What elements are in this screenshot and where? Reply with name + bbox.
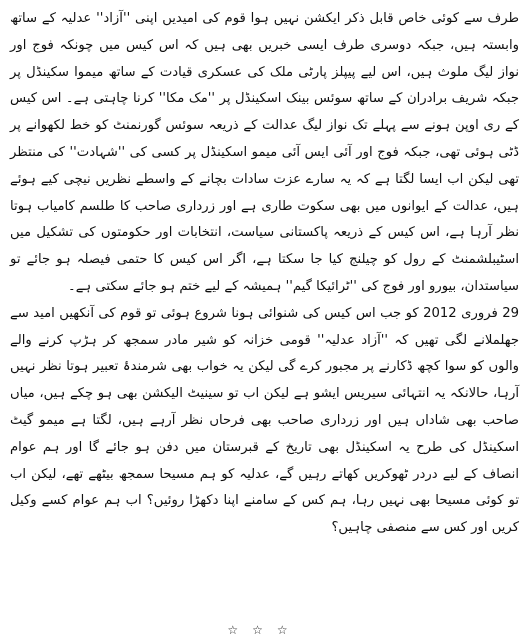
article-body bbox=[10, 6, 519, 542]
article-paragraph: طرف سے کوئی خاص قابل ذکر ایکشن نہیں ہوا قوم کی امیدیں اپنی ''آزاد'' عدلیہ کے ساتھ وابستہ ہیں، جبکہ دوسری طرف ایسی خبریں بھی ہیں کہ اس کیس میں چونکہ فوج اور نواز لیگ ملوث ہیں، اس لیے پیپلز پارٹی ملک کی عسکری قیادت کے ساتھ میموا سکینڈل پر جبکہ شریف برادران کے ساتھ سوئس بینک اسکینڈل پر ''مک مکا'' کرنا چاہتی ہے۔ اس کیس کے ری اوپن ہونے سے پہلے تک نواز لیگ عدالت کے ذریعہ سوئس گورنمنٹ کو خط لکھوانے پر ڈٹی ہوئی تھی، جبکہ فوج اور آئی ایس آئی میمو اسکینڈل پر کسی کی ''شہادت'' کی منتظر تھی لیکن اب ایسا لگتا ہے کہ یہ سارے عزت سادات بچانے کے واسطے نظریں نیچی کیے ہوئے ہیں، عدالت کے ایوانوں میں بھی سکوت طاری ہے اور زرداری صاحب کا طلسم کامیاب ہوتا نظر آرہا ہے، اس کیس کے ذریعہ پاکستانی سیاست، انتخابات اور حکومتوں کی تشکیل میں اسٹیبلشمنٹ کے رول کو چیلنج کیا جا سکتا ہے، اگر اس کیس کا حتمی فیصلہ ہو جائے تو سیاستدان، بیورو اور فوج کی ''ٹرائیکا گیم'' ہمیشہ کے لیے ختم ہو جائے سکتی ہے۔ bbox=[10, 11, 519, 294]
article-paragraph: 29 فروری 2012 کو جب اس کیس کی شنوائی ہونا شروع ہوئی تو قوم کی آنکھیں امید سے جھلملانے لگی تھیں کہ ''آزاد عدلیہ'' قومی خزانہ کو شیر مادر سمجھ کر ہڑپ کرنے والے والوں کو سوا کچھ ڈکارنے پر مجبور کرے گی لیکن یہ خواب بھی شرمندۂ تعبیر ہوتا نظر نہیں آرہا، حالانکہ یہ انتہائی سیریس ایشو ہے لیکن اب تو سینیٹ الیکشن بھی ہو چکے ہیں، میاں صاحب بھی شاداں ہیں اور زرداری صاحب بھی فرحاں نظر آرہے ہیں، لگتا ہے میمو گیٹ اسکینڈل کی طرح یہ اسکینڈل بھی تاریخ کے قبرستان میں دفن ہو جائے گا اور ہم عوام انصاف کے لیے دردر ٹھوکریں کھاتے رہیں گے، عدلیہ کو ہم مسیحا سمجھ بیٹھے تھے، لیکن اب تو کوئی مسیحا بھی نہیں رہا، ہم کس کے سامنے اپنا دکھڑا روئیں؟ اب ہم عوام کسے وکیل کریں اور کس سے منصفی چاہیں؟ bbox=[10, 305, 519, 536]
section-separator-stars: ☆☆☆ bbox=[227, 623, 302, 637]
